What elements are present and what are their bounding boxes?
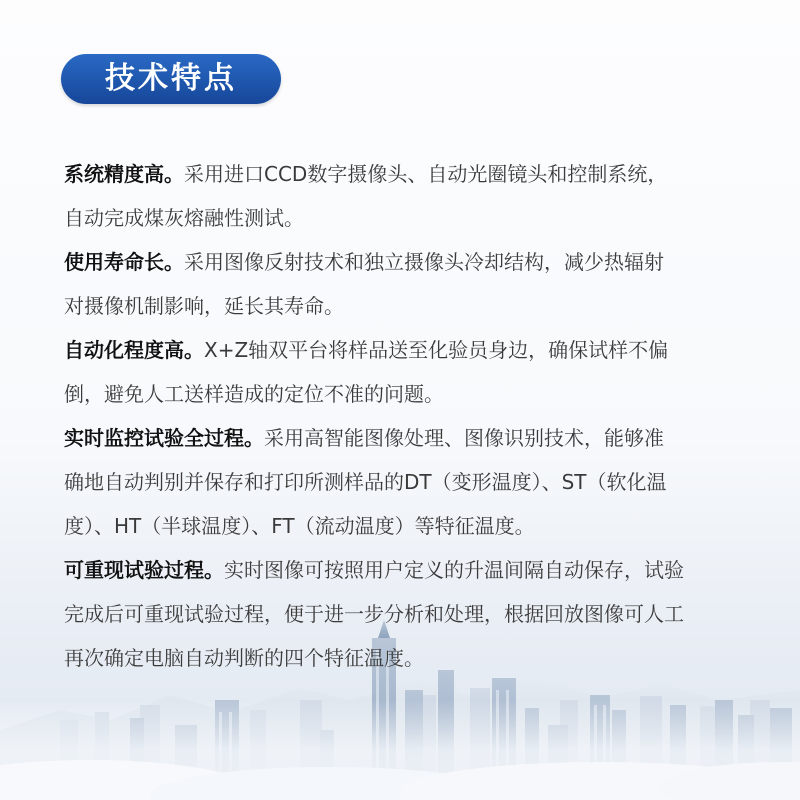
feature-text: 采用高智能图像处理、图像识别技术，能够准 (264, 426, 664, 450)
feature-line (64, 548, 764, 592)
feature-lead: 实时监控试验全过程。 (64, 426, 264, 450)
section-title: 技术特点 (105, 61, 237, 96)
feature-lead: 自动化程度高。 (64, 338, 204, 362)
feature-monitoring (64, 416, 764, 548)
feature-replay (64, 548, 764, 680)
feature-line: 自动完成煤灰熔融性测试。 (64, 206, 304, 230)
feature-lead: 使用寿命长。 (64, 250, 184, 274)
feature-line (64, 240, 764, 284)
feature-line: 完成后可重现试验过程，便于进一步分析和处理，根据回放图像可人工 (64, 602, 684, 626)
feature-text: X+Z轴双平台将样品送至化验员身边，确保试样不偏 (204, 338, 669, 362)
feature-automation (64, 328, 764, 416)
feature-line: 对摄像机制影响，延长其寿命。 (64, 294, 344, 318)
feature-text: 采用进口CCD数字摄像头、自动光圈镜头和控制系统， (184, 162, 668, 186)
feature-list (64, 152, 764, 680)
feature-line: 再次确定电脑自动判断的四个特征温度。 (64, 646, 424, 670)
feature-lifespan (64, 240, 764, 328)
feature-line (64, 416, 764, 460)
section-title-pill (61, 54, 281, 104)
feature-line (64, 152, 764, 196)
feature-lead: 系统精度高。 (64, 162, 184, 186)
feature-line: 确地自动判别并保存和打印所测样品的DT（变形温度）、ST（软化温 (64, 470, 667, 494)
feature-text: 实时图像可按照用户定义的升温间隔自动保存，试验 (224, 558, 684, 582)
feature-line: 倒，避免人工送样造成的定位不准的问题。 (64, 382, 444, 406)
feature-text: 采用图像反射技术和独立摄像头冷却结构，减少热辐射 (184, 250, 664, 274)
feature-line (64, 328, 764, 372)
feature-lead: 可重现试验过程。 (64, 558, 224, 582)
feature-line: 度）、HT（半球温度）、FT（流动温度）等特征温度。 (64, 514, 535, 538)
feature-precision (64, 152, 764, 240)
